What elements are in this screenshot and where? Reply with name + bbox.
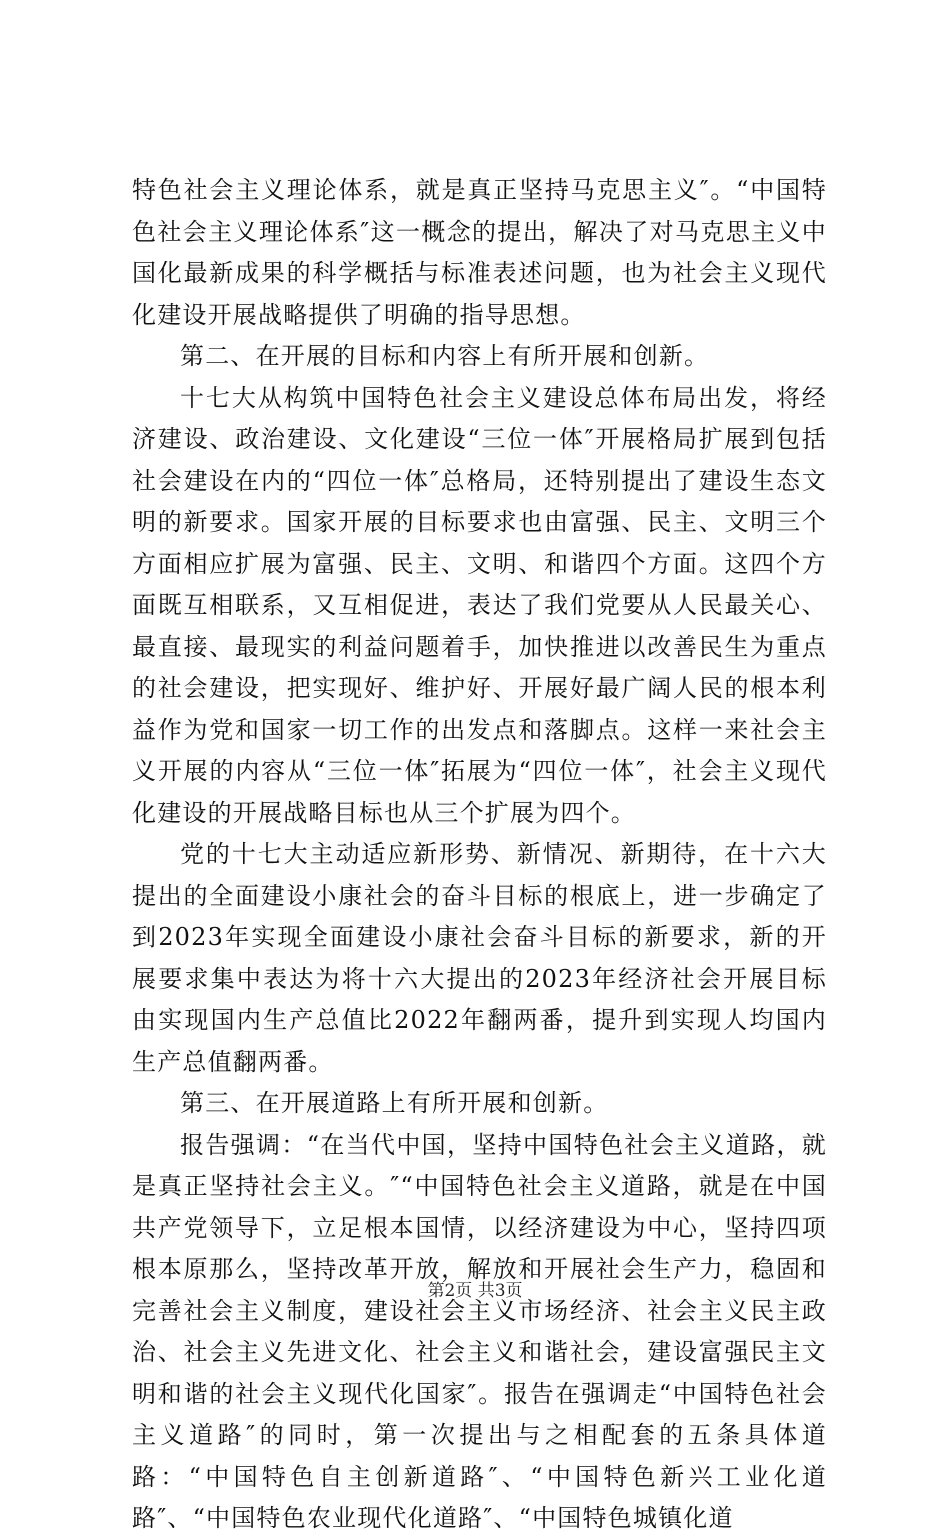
paragraph-xiaokang-goal: 党的十七大主动适应新形势、新情况、新期待，在十六大提出的全面建设小康社会的奋斗目标的根底上，进一步确定了到2023年实现全面建设小康社会奋斗目标的新要求，新的开展要求集中表达为将十六大提出的2023年经济社会开展目标由实现国内生产总值比2022年翻两番，提升到实现人均国内生产总值翻两番。 [132,840,827,1076]
paragraph-four-in-one: 十七大从构筑中国特色社会主义建设总体布局出发，将经济建设、政治建设、文化建设“三位一体″开展格局扩展到包括社会建设在内的“四位一体″总格局，还特别提出了建设生态文明的新要求。国家开展的目标要求也由富强、民主、文明三个方面相应扩展为富强、民主、文明、和谐四个方面。这四个方面既互相联系，又互相促进，表达了我们党要从人民最关心、最直接、最现实的利益问题着手，加快推进以改善民生为重点的社会建设，把实现好、维护好、开展好最广阔人民的根本利益作为党和国家一切工作的出发点和落脚点。这样一来社会主义开展的内容从“三位一体″拓展为“四位一体″，社会主义现代化建设的开展战略目标也从三个扩展为四个。 [132,383,827,827]
document-body [132,170,827,1540]
paragraph-road: 报告强调：“在当代中国，坚持中国特色社会主义道路，就是真正坚持社会主义。″“中国特色社会主义道路，就是在中国共产党领导下，立足根本国情，以经济建设为中心，坚持四项根本原那么，坚持改革开放，解放和开展社会生产力，稳固和完善社会主义制度，建设社会主义市场经济、社会主义民主政治、社会主义先进文化、社会主义和谐社会，建设富强民主文明和谐的社会主义现代化国家″。报告在强调走“中国特色社会主义道路″的同时，第一次提出与之相配套的五条具体道路：“中国特色自主创新道路″、“中国特色新兴工业化道路″、“中国特色农业现代化道路″、“中国特色城镇化道 [132,1130,827,1532]
paragraph-heading-third: 第三、在开展道路上有所开展和创新。 [180,1089,609,1117]
paragraph-heading-second: 第二、在开展的目标和内容上有所开展和创新。 [180,342,710,370]
page-footer: 第2页 共3页 [427,1281,523,1301]
paragraph-continuation: 特色社会主义理论体系，就是真正坚持马克思主义″。“中国特色社会主义理论体系″这一概念的提出，解决了对马克思主义中国化最新成果的科学概括与标准表述问题，也为社会主义现代化建设开展战略提供了明确的指导思想。 [132,176,827,329]
